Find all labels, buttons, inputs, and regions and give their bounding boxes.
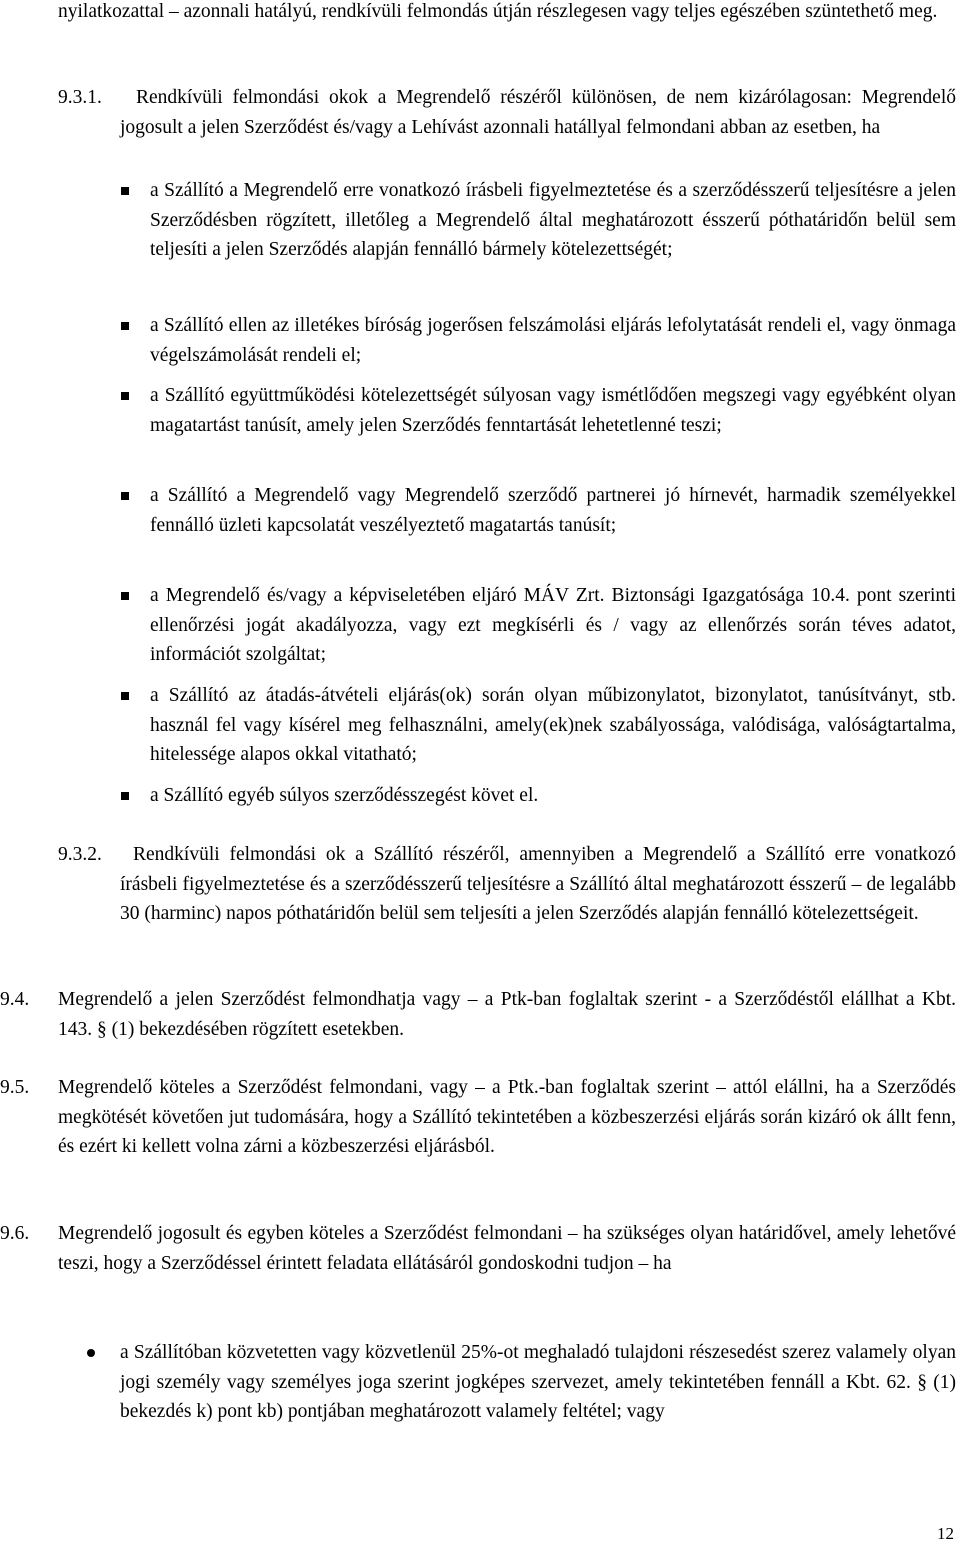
list-item: a Szállító együttműködési kötelezettségét súlyosan vagy ismétlődően megszegi vagy egyébként olyan magatartást tanúsít, amely jelen Szerződés fenntartását lehetetlenné teszi;: [150, 385, 956, 436]
list-item: a Szállító a Megrendelő vagy Megrendelő szerződő partnerei jó hírnevét, harmadik személyekkel fennálló üzleti kapcsolatát veszélyeztető magatartás tanúsít;: [150, 485, 956, 536]
section-number-9-4: 9.4.: [0, 989, 30, 1010]
list-item: a Megrendelő és/vagy a képviseletében eljáró MÁV Zrt. Biztonsági Igazgatósága 10.4. pont szerinti ellenőrzési jogát akadályozza, vagy ezt megkísérli és / vagy az ellenőrzés során téves adatot, információt szolgáltat;: [150, 585, 956, 665]
section-9-4-text: Megrendelő a jelen Szerződést felmondhatja vagy – a Ptk-ban foglaltak szerint - a Szerződéstől elállhat a Kbt. 143. § (1) bekezdésében rögzített esetekben.: [58, 989, 956, 1040]
square-bullet-icon: [121, 692, 129, 700]
square-bullet-icon: [121, 322, 129, 330]
section-number-9-5: 9.5.: [0, 1077, 30, 1098]
section-number-9-3-1: 9.3.1.: [58, 87, 102, 108]
square-bullet-icon: [121, 792, 129, 800]
list-item: a Szállítóban közvetetten vagy közvetlenül 25%-ot meghaladó tulajdoni részesedést szerez valamely olyan jogi személy vagy személyes joga szerint jogképes szervezet, amely tekintetében fennáll a Kbt. 62. § (1) bekezdés k) pont kb) pontjában meghatározott valamely feltétel; vagy: [120, 1342, 956, 1422]
square-bullet-icon: [121, 592, 129, 600]
page-number: 12: [937, 1524, 954, 1543]
section-9-3-2-text: Rendkívüli felmondási ok a Szállító részéről, amennyiben a Megrendelő a Szállító erre vonatkozó írásbeli figyelmeztetése és a szerződésszerű teljesítésre a Szállító által meghatározott ésszerű – de legalább 30 (harminc) napos póthatáridőn belül sem teljesíti a jelen Szerződés alapján fennálló kötelezettségeit.: [120, 844, 956, 924]
section-9-3-1-text: Rendkívüli felmondási okok a Megrendelő részéről különösen, de nem kizárólagosan: Megrendelő jogosult a jelen Szerződést és/vagy a Lehívást azonnali hatállyal felmondani abban az esetben, ha: [120, 87, 956, 138]
square-bullet-icon: [121, 392, 129, 400]
intro-paragraph: nyilatkozattal – azonnali hatályú, rendkívüli felmondás útján részlegesen vagy teljes egészében szüntethető meg.: [58, 1, 938, 22]
round-bullet-icon: [87, 1349, 95, 1357]
list-item: a Szállító az átadás-átvételi eljárás(ok) során olyan műbizonylatot, bizonylatot, tanúsítványt, stb. használ fel vagy kísérel meg felhasználni, amely(ek)nek szabályossága, valódisága, valóságtartalma, hitelessége alapos okkal vitatható;: [150, 685, 956, 765]
section-9-6-text: Megrendelő jogosult és egyben köteles a Szerződést felmondani – ha szükséges olyan határidővel, amely lehetővé teszi, hogy a Szerződéssel érintett feladata ellátásáról gondoskodni tudjon – ha: [58, 1223, 956, 1274]
list-item: a Szállító a Megrendelő erre vonatkozó írásbeli figyelmeztetése és a szerződésszerű teljesítésre a jelen Szerződésben rögzített, illetőleg a Megrendelő által meghatározott ésszerű póthatáridőn belül sem teljesíti a jelen Szerződés alapján fennálló bármely kötelezettségét;: [150, 180, 956, 260]
section-number-9-6: 9.6.: [0, 1223, 30, 1244]
section-number-9-3-2: 9.3.2.: [58, 844, 102, 865]
square-bullet-icon: [121, 492, 129, 500]
section-9-5-text: Megrendelő köteles a Szerződést felmondani, vagy – a Ptk.-ban foglaltak szerint – attól elállni, ha a Szerződés megkötését követően jut tudomására, hogy a Szállító tekintetében a közbeszerzési eljárás során kizáró ok állt fenn, és ezért ki kellett volna zárni a közbeszerzési eljárásból.: [58, 1077, 956, 1157]
list-item: a Szállító egyéb súlyos szerződésszegést követ el.: [150, 785, 539, 806]
square-bullet-icon: [121, 187, 129, 195]
list-item: a Szállító ellen az illetékes bíróság jogerősen felszámolási eljárás lefolytatását rendeli el, vagy önmaga végelszámolását rendeli el;: [150, 315, 956, 366]
